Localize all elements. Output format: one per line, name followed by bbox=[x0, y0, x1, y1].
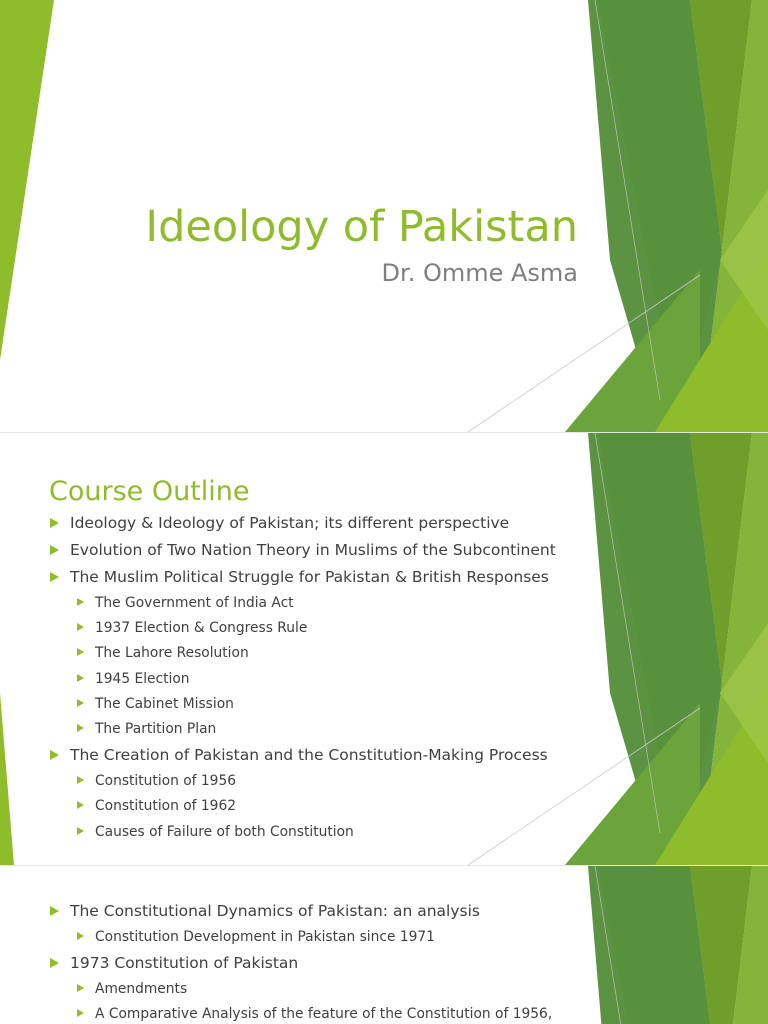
green-triangle-bullet-icon bbox=[77, 801, 84, 809]
bullet-text: Evolution of Two Nation Theory in Muslims of the Subcontinent bbox=[70, 541, 556, 559]
sub-bullet-item bbox=[48, 927, 552, 952]
green-triangle-bullet-icon bbox=[77, 623, 84, 631]
bullet-item bbox=[48, 539, 556, 566]
green-triangle-bullet-icon bbox=[77, 724, 84, 732]
sub-bullet-item bbox=[48, 643, 556, 668]
course-outline-continued-slide[interactable] bbox=[0, 866, 768, 1024]
green-triangle-bullet-icon bbox=[77, 932, 84, 940]
green-triangle-bullet-icon bbox=[50, 518, 59, 528]
green-triangle-bullet-icon bbox=[77, 1009, 84, 1017]
green-triangle-bullet-icon bbox=[50, 750, 59, 760]
green-triangle-bullet-icon bbox=[77, 648, 84, 656]
green-triangle-bullet-icon bbox=[77, 598, 84, 606]
sub-bullet-item bbox=[48, 669, 556, 694]
outline-bullet-list bbox=[48, 512, 556, 847]
sub-bullet-item bbox=[48, 979, 552, 1004]
sub-bullet-item bbox=[48, 618, 556, 643]
bullet-item bbox=[48, 512, 556, 539]
green-triangle-bullet-icon bbox=[50, 545, 59, 555]
bullet-text: 1973 Constitution of Pakistan bbox=[70, 954, 299, 973]
sub-bullet-item bbox=[48, 796, 556, 821]
bullet-text: Constitution of 1956 bbox=[95, 773, 237, 790]
sub-bullet-item bbox=[48, 694, 556, 719]
course-outline-slide[interactable] bbox=[0, 433, 768, 865]
bullet-item bbox=[48, 900, 552, 927]
bullet-text: The Partition Plan bbox=[95, 720, 217, 737]
sub-bullet-item bbox=[48, 771, 556, 796]
bullet-text: Amendments bbox=[95, 981, 188, 998]
green-triangle-bullet-icon bbox=[50, 572, 59, 582]
bullet-text: Causes of Failure of both Constitution bbox=[95, 823, 354, 840]
slide-title: Course Outline bbox=[49, 476, 250, 507]
bullet-text: Constitution Development in Pakistan since 1971 bbox=[95, 929, 435, 945]
bullet-text: The Creation of Pakistan and the Constitution-Making Process bbox=[70, 746, 548, 765]
green-triangle-bullet-icon bbox=[77, 674, 84, 682]
title-slide[interactable] bbox=[0, 0, 768, 432]
sub-bullet-item bbox=[48, 1004, 552, 1024]
green-triangle-bullet-icon bbox=[77, 776, 84, 784]
green-triangle-bullet-icon bbox=[77, 984, 84, 992]
bullet-text: Constitution of 1962 bbox=[95, 798, 237, 815]
sub-bullet-item bbox=[48, 822, 556, 847]
bullet-text: 1937 Election & Congress Rule bbox=[95, 620, 308, 637]
sub-bullet-item bbox=[48, 719, 556, 744]
bullet-text: 1945 Election bbox=[95, 670, 190, 687]
sub-bullet-item bbox=[48, 593, 556, 618]
outline-bullet-list bbox=[48, 900, 552, 1024]
bullet-text: The Constitutional Dynamics of Pakistan: an analysis bbox=[70, 902, 480, 920]
green-triangle-bullet-icon bbox=[77, 699, 84, 707]
bullet-item bbox=[48, 566, 556, 593]
green-triangle-bullet-icon bbox=[50, 906, 59, 916]
green-triangle-bullet-icon bbox=[50, 958, 59, 968]
bullet-text: The Muslim Political Struggle for Pakistan & British Responses bbox=[70, 568, 549, 586]
green-triangle-bullet-icon bbox=[77, 827, 84, 835]
bullet-text: Ideology & Ideology of Pakistan; its different perspective bbox=[70, 514, 510, 532]
bullet-text: The Cabinet Mission bbox=[95, 695, 234, 712]
presentation-title: Ideology of Pakistan bbox=[145, 202, 578, 252]
bullet-item bbox=[48, 744, 556, 771]
bullet-text: The Government of India Act bbox=[95, 595, 294, 611]
bullet-text: A Comparative Analysis of the feature of the Constitution of 1956, bbox=[95, 1006, 553, 1023]
bullet-item bbox=[48, 952, 552, 979]
presentation-subtitle: Dr. Omme Asma bbox=[381, 259, 578, 287]
bullet-text: The Lahore Resolution bbox=[95, 645, 249, 662]
